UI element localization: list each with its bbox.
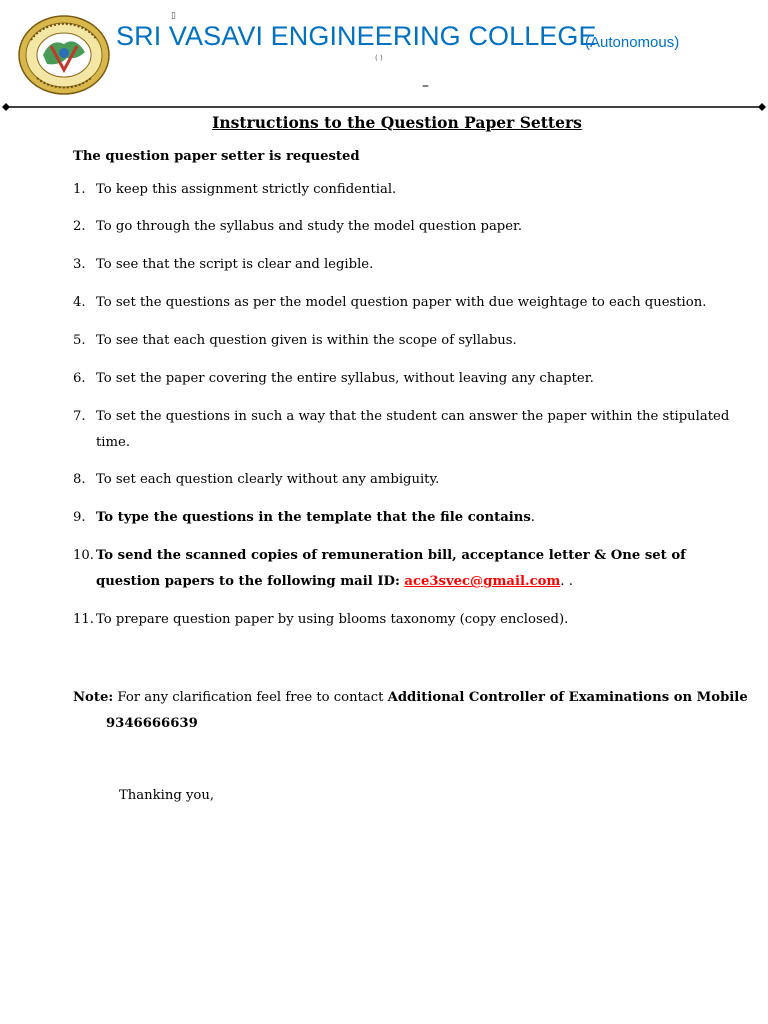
item-number: 5. (73, 333, 86, 348)
mail-suffix: . . (560, 574, 573, 589)
item-number: 3. (73, 257, 86, 272)
item-text-line: To send the scanned copies of remuneration bill, acceptance letter & One set of (96, 548, 686, 563)
item-text: To see that each question given is within the scope of syllabus. (96, 333, 517, 348)
autonomous-label: (Autonomous) (585, 34, 680, 51)
item-number: 4. (73, 295, 86, 310)
item-text: To set each question clearly without any ambiguity. (96, 472, 440, 487)
item-text: To set the questions as per the model question paper with due weightage to each question. (96, 295, 707, 310)
closing-text: Thanking you, (119, 788, 215, 803)
item-text: To go through the syllabus and study the model question paper. (96, 219, 523, 234)
item-number: 11. (73, 612, 94, 627)
college-seal-logo (17, 14, 111, 96)
item-text: To prepare question paper by using blooms taxonomy (copy enclosed). (96, 612, 569, 627)
item-text (96, 404, 729, 456)
item-number: 10. (73, 548, 94, 563)
phone-number: 9346666639 (106, 716, 198, 731)
note-label: Note: (73, 690, 114, 705)
note-bold-text: Additional Controller of Examinations on Mobile (387, 690, 748, 705)
item-text-line: time. (96, 435, 131, 450)
note-block (73, 685, 748, 731)
stray-mark: ▯ (171, 11, 176, 21)
item-text-line: To set the questions in such a way that the student can answer the paper within the stipulated (96, 409, 730, 424)
item-text: To see that the script is clear and legible. (96, 257, 374, 272)
item-number: 9. (73, 510, 86, 525)
item-text (96, 543, 686, 595)
stray-dash: – (422, 78, 429, 94)
intro-text: The question paper setter is requested (73, 149, 360, 164)
document-title: Instructions to the Question Paper Setters (212, 113, 582, 132)
item-number: 8. (73, 472, 86, 487)
item-text: To keep this assignment strictly confidential. (96, 182, 397, 197)
note-text: For any clarification feel free to contact (113, 690, 388, 705)
item-text: To set the paper covering the entire syllabus, without leaving any chapter. (96, 371, 594, 386)
item-number: 6. (73, 371, 86, 386)
item-number: 2. (73, 219, 86, 234)
item-bold-text: To type the questions in the template that the file contains (96, 510, 531, 525)
mail-prefix: question papers to the following mail ID: (96, 574, 405, 589)
item-text (96, 505, 535, 531)
stray-mark: ( ) (375, 54, 383, 62)
item-text-line (96, 569, 686, 595)
email-link[interactable]: ace3svec@gmail.com (404, 574, 561, 589)
item-suffix: . (530, 510, 535, 525)
item-number: 1. (73, 182, 86, 197)
item-number: 7. (73, 409, 86, 424)
college-name: SRI VASAVI ENGINEERING COLLEGE (116, 21, 597, 51)
